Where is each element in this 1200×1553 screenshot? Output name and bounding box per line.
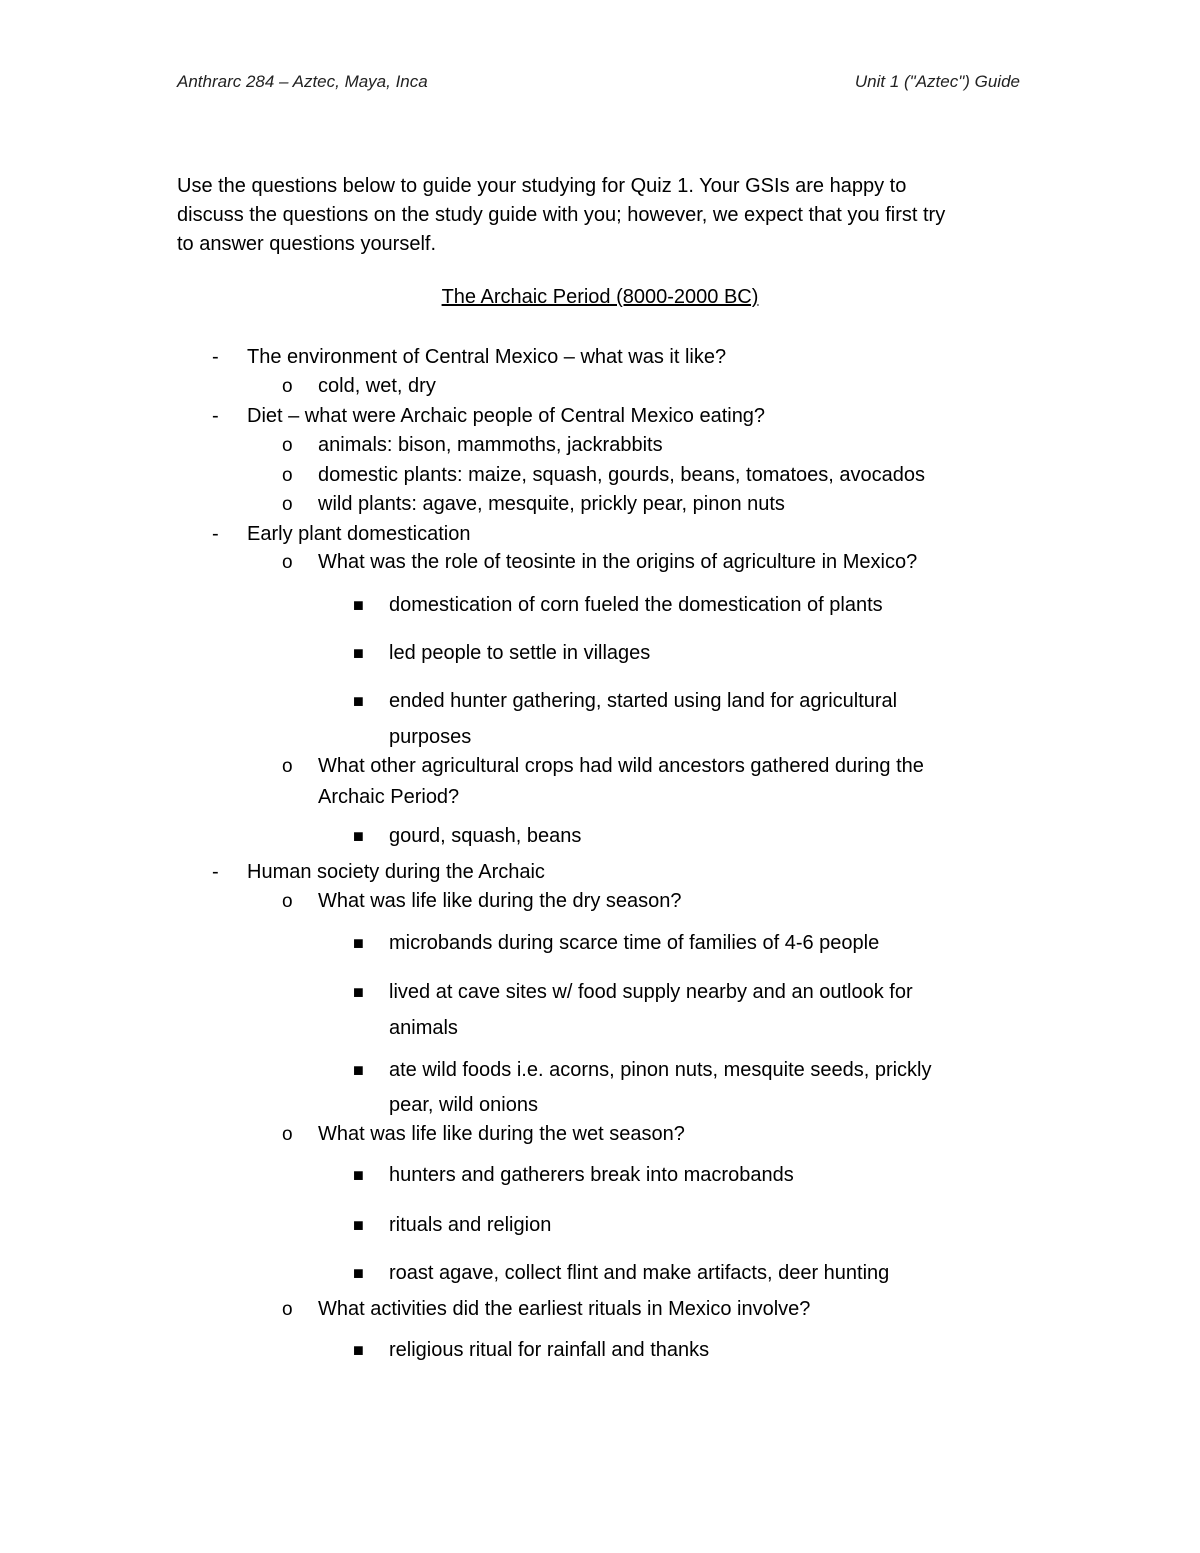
answer-text: roast agave, collect flint and make artifacts, deer hunting	[389, 1262, 890, 1284]
dash-bullet: -	[212, 523, 219, 545]
answer-text: religious ritual for rainfall and thanks	[389, 1339, 710, 1361]
topic-text: Early plant domestication	[247, 523, 471, 545]
square-bullet: ■	[353, 1060, 364, 1080]
header-course-title: Anthrarc 284 – Aztec, Maya, Inca	[177, 72, 428, 91]
dash-bullet: -	[212, 861, 219, 883]
intro-paragraph	[177, 172, 1037, 259]
square-bullet: ■	[353, 933, 364, 953]
answer-continuation: purposes	[389, 726, 472, 748]
square-bullet: ■	[353, 826, 364, 846]
square-bullet: ■	[353, 982, 364, 1002]
question-text: What was life like during the dry season?	[318, 890, 682, 912]
header-unit-title: Unit 1 ("Aztec") Guide	[854, 72, 1020, 91]
intro-line: discuss the questions on the study guide with you; however, we expect that you first try	[177, 204, 946, 226]
circle-bullet: o	[282, 891, 293, 912]
topic-text: Diet – what were Archaic people of Central Mexico eating?	[247, 405, 766, 427]
subitem-text: animals: bison, mammoths, jackrabbits	[318, 434, 663, 456]
section-title: The Archaic Period (8000-2000 BC)	[441, 286, 759, 308]
circle-bullet: o	[282, 494, 293, 515]
circle-bullet: o	[282, 1124, 293, 1145]
answer-text: hunters and gatherers break into macrobands	[389, 1164, 794, 1186]
answer-text: led people to settle in villages	[389, 642, 651, 664]
subitem-text: cold, wet, dry	[318, 375, 436, 397]
square-bullet: ■	[353, 1340, 364, 1360]
circle-bullet: o	[282, 1299, 293, 1320]
square-bullet: ■	[353, 1165, 364, 1185]
topic-text: The environment of Central Mexico – what was it like?	[247, 346, 727, 368]
question-text: What other agricultural crops had wild ancestors gathered during the	[318, 755, 924, 777]
answer-text: ate wild foods i.e. acorns, pinon nuts, mesquite seeds, prickly	[389, 1059, 932, 1081]
intro-line: to answer questions yourself.	[177, 233, 437, 255]
square-bullet: ■	[353, 595, 364, 615]
square-bullet: ■	[353, 643, 364, 663]
answer-text: domestication of corn fueled the domestication of plants	[389, 594, 883, 616]
circle-bullet: o	[282, 435, 293, 456]
square-bullet: ■	[353, 1215, 364, 1235]
dash-bullet: -	[212, 405, 219, 427]
question-text: What was life like during the wet season?	[318, 1123, 685, 1145]
question-continuation: Archaic Period?	[318, 786, 460, 808]
dash-bullet: -	[212, 346, 219, 368]
answer-text: gourd, squash, beans	[389, 825, 582, 847]
circle-bullet: o	[282, 552, 293, 573]
question-text: What activities did the earliest rituals in Mexico involve?	[318, 1298, 811, 1320]
circle-bullet: o	[282, 465, 293, 486]
intro-line: Use the questions below to guide your studying for Quiz 1. Your GSIs are happy to	[177, 175, 907, 197]
square-bullet: ■	[353, 691, 364, 711]
circle-bullet: o	[282, 756, 293, 777]
topic-text: Human society during the Archaic	[247, 861, 545, 883]
answer-continuation: animals	[389, 1017, 458, 1039]
subitem-text: wild plants: agave, mesquite, prickly pear, pinon nuts	[318, 493, 785, 515]
square-bullet: ■	[353, 1263, 364, 1283]
answer-text: microbands during scarce time of families of 4-6 people	[389, 932, 880, 954]
subitem-text: domestic plants: maize, squash, gourds, beans, tomatoes, avocados	[318, 464, 926, 486]
answer-continuation: pear, wild onions	[389, 1094, 538, 1116]
question-text: What was the role of teosinte in the origins of agriculture in Mexico?	[318, 551, 918, 573]
answer-text: lived at cave sites w/ food supply nearby and an outlook for	[389, 981, 913, 1003]
answer-text: ended hunter gathering, started using land for agricultural	[389, 690, 898, 712]
circle-bullet: o	[282, 376, 293, 397]
answer-text: rituals and religion	[389, 1214, 552, 1236]
